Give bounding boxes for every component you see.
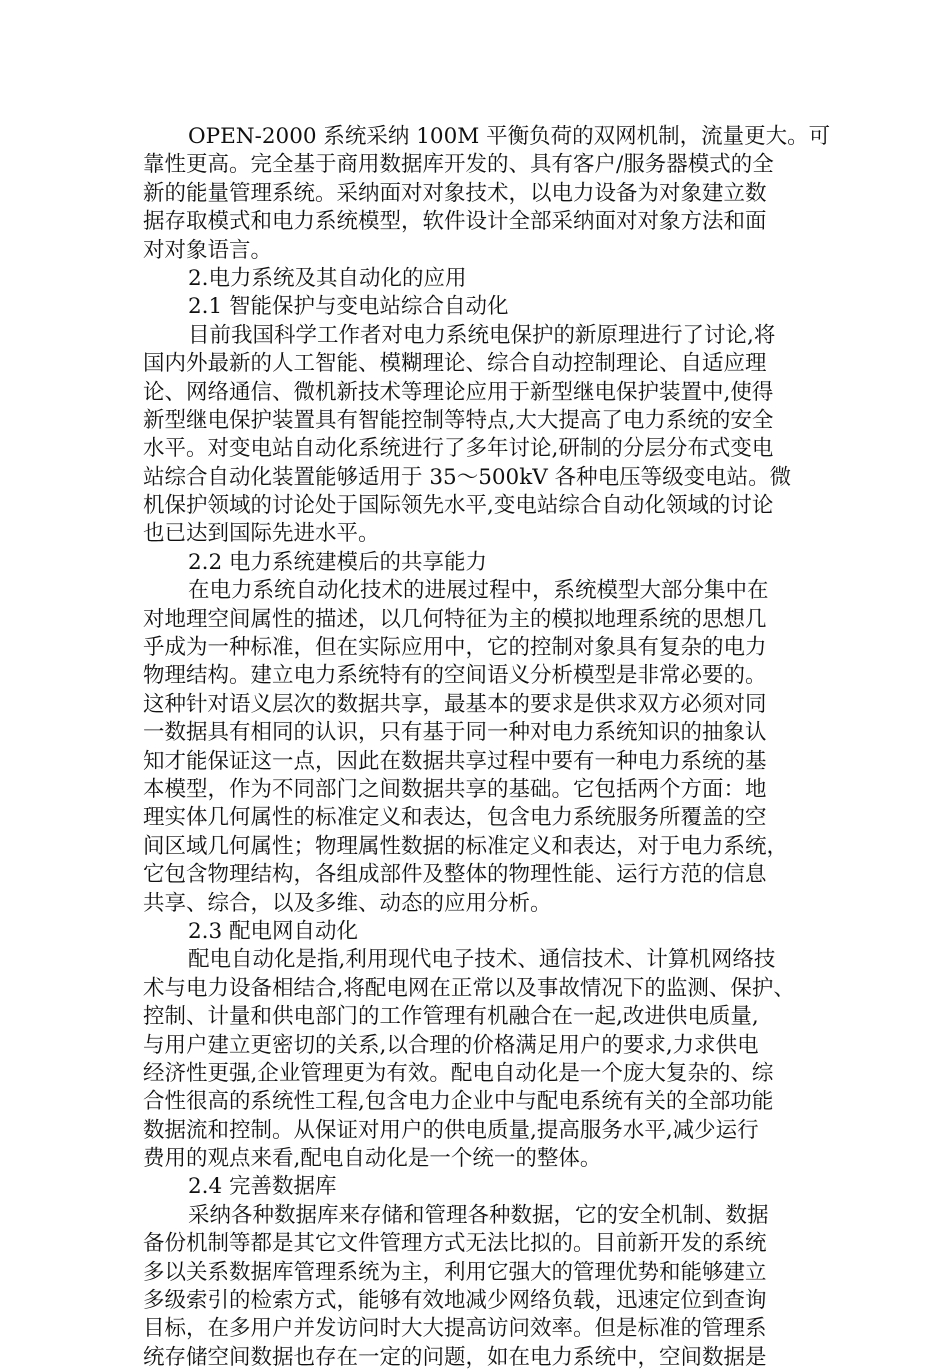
text-line: 数据流和控制。从保证对用户的供电质量,提高服务水平,减少运行 bbox=[143, 1117, 759, 1143]
text-line: 目标，在多用户并发访问时大大提高访问效率。但是标准的管理系 bbox=[143, 1316, 767, 1342]
text-line: 物理结构。建立电力系统特有的空间语义分析模型是非常必要的。 bbox=[143, 663, 767, 689]
text-line: 配电自动化是指,利用现代电子技术、通信技术、计算机网络技 bbox=[188, 947, 776, 973]
text-line: 机保护领域的讨论处于国际领先水平,变电站综合自动化领域的讨论 bbox=[143, 493, 774, 519]
text-line: 2.电力系统及其自动化的应用 bbox=[188, 265, 467, 291]
text-line: 据存取模式和电力系统模型，软件设计全部采纳面对对象方法和面 bbox=[143, 209, 767, 235]
text-line: 新的能量管理系统。采纳面对对象技术，以电力设备为对象建立数 bbox=[143, 180, 767, 206]
text-line: 合性很高的系统性工程,包含电力企业中与配电系统有关的全部功能 bbox=[143, 1089, 774, 1115]
text-line: 站综合自动化装置能够适用于 35～500kV 各种电压等级变电站。微 bbox=[143, 464, 792, 490]
text-line: 对对象语言。 bbox=[143, 237, 273, 263]
text-line: 与用户建立更密切的关系,以合理的价格满足用户的要求,力求供电 bbox=[143, 1032, 759, 1058]
text-line: 论、网络通信、微机新技术等理论应用于新型继电保护装置中,使得 bbox=[143, 379, 774, 405]
text-line: 多以关系数据库管理系统为主，利用它强大的管理优势和能够建立 bbox=[143, 1259, 767, 1285]
text-line: 乎成为一种标准，但在实际应用中，它的控制对象具有复杂的电力 bbox=[143, 635, 767, 661]
text-line: 在电力系统自动化技术的进展过程中，系统模型大部分集中在 bbox=[188, 578, 769, 604]
text-line: 知才能保证这一点，因此在数据共享过程中要有一种电力系统的基 bbox=[143, 748, 767, 774]
text-line: 2.4 完善数据库 bbox=[188, 1174, 337, 1200]
text-line: 统存储空间数据也存在一定的问题，如在电力系统中，空间数据是 bbox=[143, 1344, 767, 1370]
text-line: 共享、综合，以及多维、动态的应用分析。 bbox=[143, 890, 552, 916]
text-line: 对地理空间属性的描述，以几何特征为主的模拟地理系统的思想几 bbox=[143, 606, 767, 632]
text-line: OPEN-2000 系统采纳 100M 平衡负荷的双网机制，流量更大。可 bbox=[188, 124, 831, 149]
text-line: 2.1 智能保护与变电站综合自动化 bbox=[188, 294, 509, 320]
document-body bbox=[143, 123, 831, 1372]
text-line: 2.2 电力系统建模后的共享能力 bbox=[188, 549, 488, 575]
text-line: 也已达到国际先进水平。 bbox=[143, 521, 380, 547]
text-line: 目前我国科学工作者对电力系统电保护的新原理进行了讨论,将 bbox=[188, 322, 776, 348]
text-line: 国内外最新的人工智能、模糊理论、综合自动控制理论、自适应理 bbox=[143, 351, 767, 377]
text-line: 水平。对变电站自动化系统进行了多年讨论,研制的分层分布式变电 bbox=[143, 436, 774, 462]
text-line: 术与电力设备相结合,将配电网在正常以及事故情况下的监测、保护、 bbox=[143, 975, 795, 1001]
text-line: 一数据具有相同的认识，只有基于同一种对电力系统知识的抽象认 bbox=[143, 720, 767, 746]
text-line: 它包含物理结构，各组成部件及整体的物理性能、运行方范的信息 bbox=[143, 862, 767, 888]
text-line: 采纳各种数据库来存储和管理各种数据，它的安全机制、数据 bbox=[188, 1202, 769, 1228]
text-line: 多级索引的检索方式，能够有效地减少网络负载，迅速定位到查询 bbox=[143, 1288, 767, 1314]
text-line: 经济性更强,企业管理更为有效。配电自动化是一个庞大复杂的、综 bbox=[143, 1060, 774, 1086]
text-line: 这种针对语义层次的数据共享，最基本的要求是供求双方必须对同 bbox=[143, 691, 767, 717]
text-line: 间区域几何属性；物理属性数据的标准定义和表达，对于电力系统， bbox=[143, 833, 789, 859]
text-line: 2.3 配电网自动化 bbox=[188, 918, 359, 944]
text-line: 本模型，作为不同部门之间数据共享的基础。它包括两个方面：地 bbox=[143, 776, 767, 802]
text-line: 备份机制等都是其它文件管理方式无法比拟的。目前新开发的系统 bbox=[143, 1231, 767, 1257]
text-line: 靠性更高。完全基于商用数据库开发的、具有客户/服务器模式的全 bbox=[143, 152, 774, 178]
text-line: 新型继电保护装置具有智能控制等特点,大大提高了电力系统的安全 bbox=[143, 407, 774, 433]
text-line: 理实体几何属性的标准定义和表达，包含电力系统服务所覆盖的空 bbox=[143, 805, 767, 831]
text-line: 费用的观点来看,配电自动化是一个统一的整体。 bbox=[143, 1146, 602, 1172]
text-line: 控制、计量和供电部门的工作管理有机融合在一起,改进供电质量, bbox=[143, 1004, 759, 1030]
